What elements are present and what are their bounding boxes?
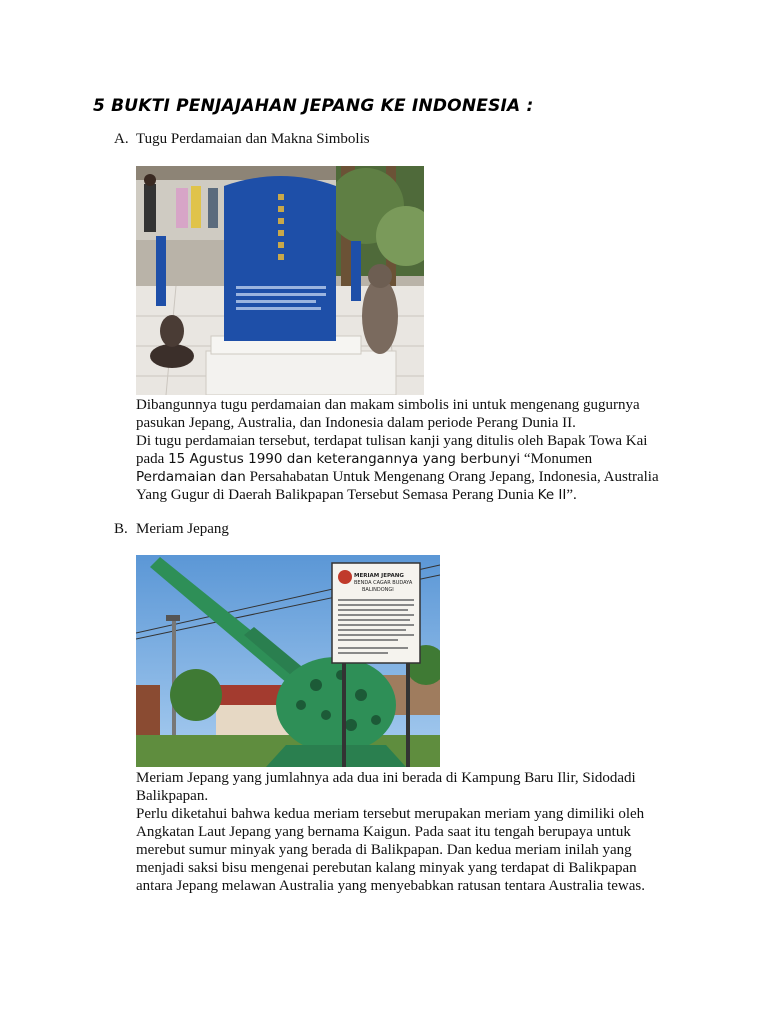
- section-a-p2-e: Persahabatan Untuk Mengenang Orang Jepang, Indonesia, Australia Yang Gugur di Daerah Balikpapan Tersebut Semasa Perang Dunia: [136, 469, 659, 503]
- section-a-heading: [114, 131, 370, 148]
- section-b-paragraph-1: Meriam Jepang yang jumlahnya ada dua ini berada di Kampung Baru Ilir, Sidodadi Balikpapan.: [136, 770, 636, 804]
- section-a-p2-f: Ke II: [537, 487, 567, 503]
- japanese-cannon-photo: [136, 555, 440, 767]
- section-b-body: [136, 769, 676, 895]
- section-b-marker: B.: [114, 521, 128, 537]
- peace-monument-photo: [136, 166, 424, 395]
- section-b-heading: [114, 521, 229, 538]
- section-a-p2-d: Perdamaian dan: [136, 469, 246, 485]
- section-b-paragraph-2: Perlu diketahui bahwa kedua meriam tersebut merupakan meriam yang dimiliki oleh Angkatan Laut Jepang yang bernama Kaigun. Pada saat itu tengah berupaya untuk merebut sumur minyak yang berada di Balikpapan. Dan kedua meriam inilah yang menjadi saksi bisu mengenai perebutan kalang minyak yang terdapat di Balikpapan antara Jepang melawan Australia yang menyebabkan ratusan tentara Australia tewas.: [136, 806, 645, 894]
- section-a-p2-c: “Monumen: [520, 451, 593, 467]
- document-title: 5 BUKTI PENJAJAHAN JEPANG KE INDONESIA :: [93, 96, 534, 116]
- section-a-p2-g: ”.: [566, 487, 577, 503]
- section-a-marker: A.: [114, 131, 129, 147]
- section-a-p2-b: 15 Agustus 1990 dan keterangannya yang berbunyi: [168, 451, 521, 467]
- section-a-title: Tugu Perdamaian dan Makna Simbolis: [136, 131, 370, 147]
- section-b-title: Meriam Jepang: [136, 521, 229, 537]
- section-a-body: [136, 396, 676, 504]
- sign-title-line-1: MERIAM JEPANG: [354, 573, 404, 579]
- sign-title-line-3: BALINDONGI: [362, 587, 394, 593]
- section-a-p2-a: Di tugu perdamaian tersebut, terdapat tulisan kanji yang ditulis oleh Bapak Towa Kai pada: [136, 433, 648, 467]
- sign-title-line-2: BENDA CAGAR BUDAYA: [354, 580, 413, 586]
- section-a-paragraph-1: Dibangunnya tugu perdamaian dan makam simbolis ini untuk mengenang gugurnya pasukan Jepang, Australia, dan Indonesia dalam periode Perang Dunia II.: [136, 397, 640, 431]
- section-a-paragraph-2: [136, 432, 676, 504]
